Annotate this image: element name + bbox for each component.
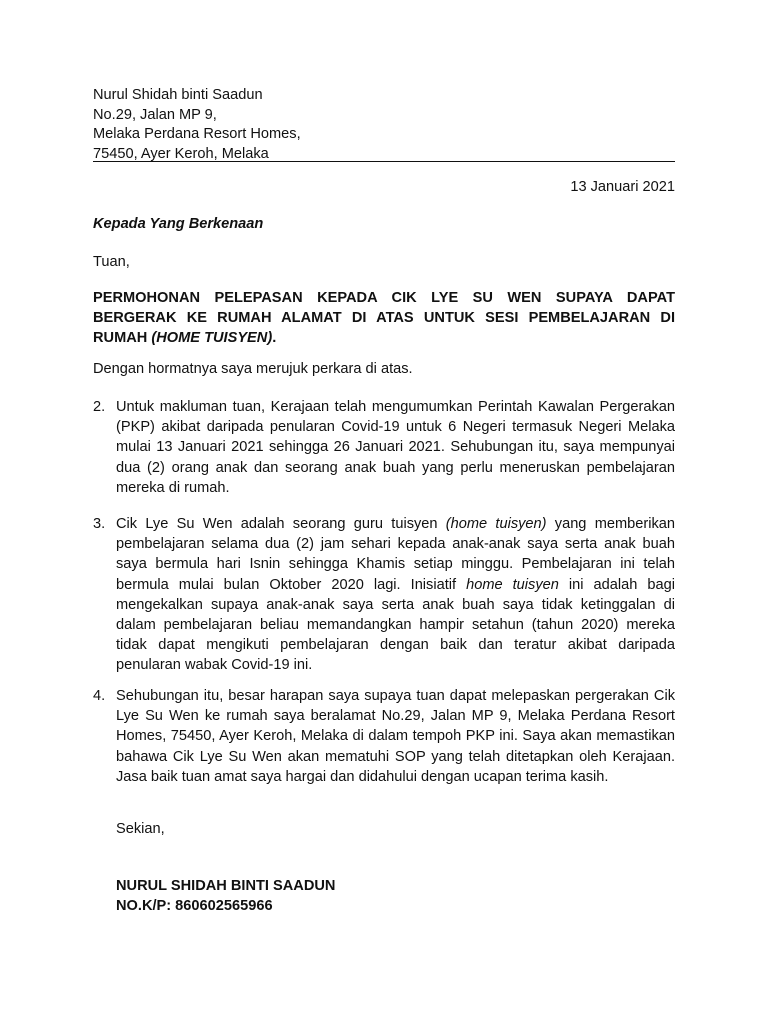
paragraph-number: 3. (93, 516, 106, 532)
paragraph-2 (93, 397, 675, 498)
paragraph-text (116, 514, 675, 676)
opening-line: Dengan hormatnya saya merujuk perkara di atas. (93, 361, 413, 377)
subject-italic: (HOME TUISYEN) (151, 330, 273, 346)
header-divider (93, 161, 675, 162)
subject-main: PERMOHONAN PELEPASAN KEPADA CIK LYE SU WEN SUPAYA DAPAT BERGERAK KE RUMAH ALAMAT DI ATAS UNTUK SESI PEMBELAJARAN DI RUMAH (93, 290, 675, 346)
recipient-line: Kepada Yang Berkenaan (93, 216, 264, 232)
paragraph-text: Sehubungan itu, besar harapan saya supaya tuan dapat melepaskan pergerakan Cik Lye Su Wen ke rumah saya beralamat No.29, Jalan MP 9, Melaka Perdana Resort Homes, 75450, Ayer Keroh, Melaka di dalam tempoh PKP ini. Saya akan memastikan bahawa Cik Lye Su Wen akan mematuhi SOP yang telah ditetapkan oleh Kerajaan. Jasa baik tuan amat saya hargai dan didahului dengan ucapan terima kasih. (116, 688, 675, 785)
greeting: Tuan, (93, 254, 130, 270)
signature-name: NURUL SHIDAH BINTI SAADUN (116, 878, 336, 894)
sender-address-line-3: 75450, Ayer Keroh, Melaka (93, 145, 269, 162)
closing-line: Sekian, (116, 821, 165, 837)
paragraph-text-part: yang memberikan pembelajaran selama dua (2) jam sehari kepada anak-anak saya serta anak buah saya bermula hari Isnin sehingga Khamis setiap minggu. Pembelajaran ini telah bermula mulai bulan Oktober 2020 lagi. Inisiatif (116, 516, 675, 593)
sender-address-line-2: Melaka Perdana Resort Homes, (93, 126, 301, 142)
paragraph-4 (93, 686, 675, 787)
signature-id-number: NO.K/P: 860602565966 (116, 898, 273, 914)
paragraph-text-part: ini adalah bagi mengekalkan supaya anak-anak saya serta anak buah saya tidak ketinggalan di dalam pembelajaran beliau memandangkan hampir setahun (tahun 2020) mereka tidak dapat mengikuti pembelajaran dengan baik dan teratur akibat daripada penularan wabak Covid-19 ini. (116, 576, 675, 674)
paragraph-text: Untuk makluman tuan, Kerajaan telah mengumumkan Perintah Kawalan Pergerakan (PKP) akibat daripada penularan Covid-19 untuk 6 Negeri termasuk Negeri Melaka mulai 13 Januari 2021 sehingga 26 Januari 2021. Sehubungan itu, saya mempunyai dua (2) orang anak dan seorang anak buah yang perlu meneruskan pembelajaran mereka di rumah. (116, 399, 675, 496)
sender-address-block (93, 86, 301, 164)
paragraph-number: 2. (93, 399, 106, 415)
paragraph-italic-term: home tuisyen (466, 576, 559, 593)
paragraph-text-part: Cik Lye Su Wen adalah seorang guru tuisyen (116, 516, 446, 532)
sender-name: Nurul Shidah binti Saadun (93, 87, 263, 103)
paragraph-number: 4. (93, 688, 106, 704)
paragraph-italic-term: (home tuisyen) (445, 516, 547, 532)
letter-date: 13 Januari 2021 (570, 179, 675, 195)
sender-address-line-1: No.29, Jalan MP 9, (93, 106, 217, 123)
subject-end: . (272, 330, 277, 346)
paragraph-3 (93, 514, 675, 676)
subject-heading (93, 288, 675, 348)
